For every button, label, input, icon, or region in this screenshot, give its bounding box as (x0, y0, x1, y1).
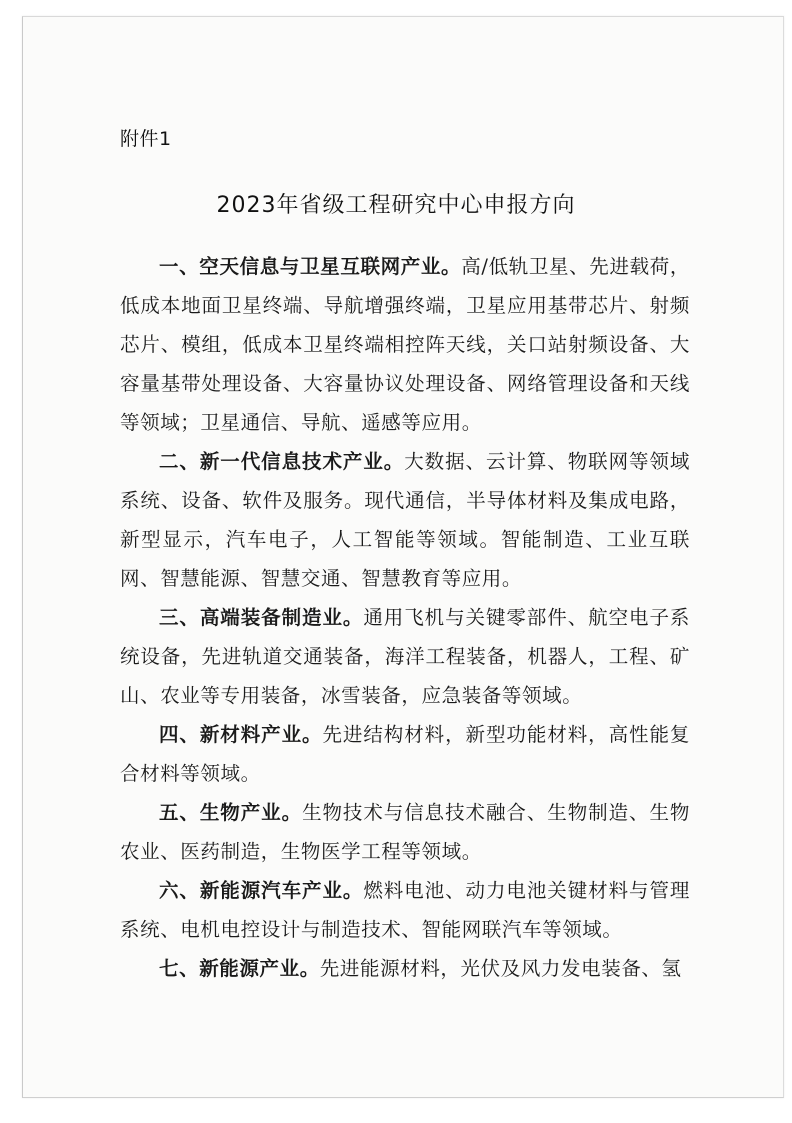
section-text: 通用飞机与关键零部件、航空电子系统设备，先进轨道交通装备，海洋工程装备，机器人，工程、矿山、农业等专用装备，冰雪装备，应急装备等领域。 (120, 606, 690, 707)
section-heading: 一、空天信息与卫星互联网产业。 (159, 255, 462, 278)
document-body (120, 247, 690, 988)
section-heading: 六、新能源汽车产业。 (159, 879, 364, 902)
attachment-label: 附件1 (120, 128, 172, 150)
section-paragraph (120, 793, 690, 871)
section-heading: 三、高端装备制造业。 (159, 606, 364, 629)
section-text: 生物技术与信息技术融合、生物制造、生物农业、医药制造，生物医学工程等领域。 (120, 801, 691, 863)
section-text: 燃料电池、动力电池关键材料与管理系统、电机电控设计与制造技术、智能网联汽车等领域。 (120, 879, 690, 941)
section-text: 先进能源材料，光伏及风力发电装备、氢 (319, 957, 682, 980)
section-heading: 二、新一代信息技术产业。 (159, 450, 405, 473)
section-paragraph (120, 442, 690, 598)
section-text: 大数据、云计算、物联网等领域系统、设备、软件及服务。现代通信，半导体材料及集成电路，新型显示，汽车电子，人工智能等领域。智能制造、工业互联网、智慧能源、智慧交通、智慧教育等应用。 (120, 450, 690, 590)
section-paragraph (120, 715, 690, 793)
section-paragraph (120, 598, 690, 715)
section-heading: 四、新材料产业。 (159, 723, 323, 746)
section-paragraph (120, 949, 690, 988)
section-text: 高/低轨卫星、先进载荷，低成本地面卫星终端、导航增强终端，卫星应用基带芯片、射频芯片、模组，低成本卫星终端相控阵天线，关口站射频设备、大容量基带处理设备、大容量协议处理设备、网络管理设备和天线等领域；卫星通信、导航、遥感等应用。 (120, 255, 690, 434)
section-paragraph (120, 871, 690, 949)
section-paragraph (120, 247, 690, 442)
section-heading: 五、生物产业。 (159, 801, 303, 824)
document-title: 2023年省级工程研究中心申报方向 (216, 193, 576, 218)
section-text: 先进结构材料，新型功能材料，高性能复合材料等领域。 (120, 723, 690, 785)
section-heading: 七、新能源产业。 (159, 957, 320, 980)
